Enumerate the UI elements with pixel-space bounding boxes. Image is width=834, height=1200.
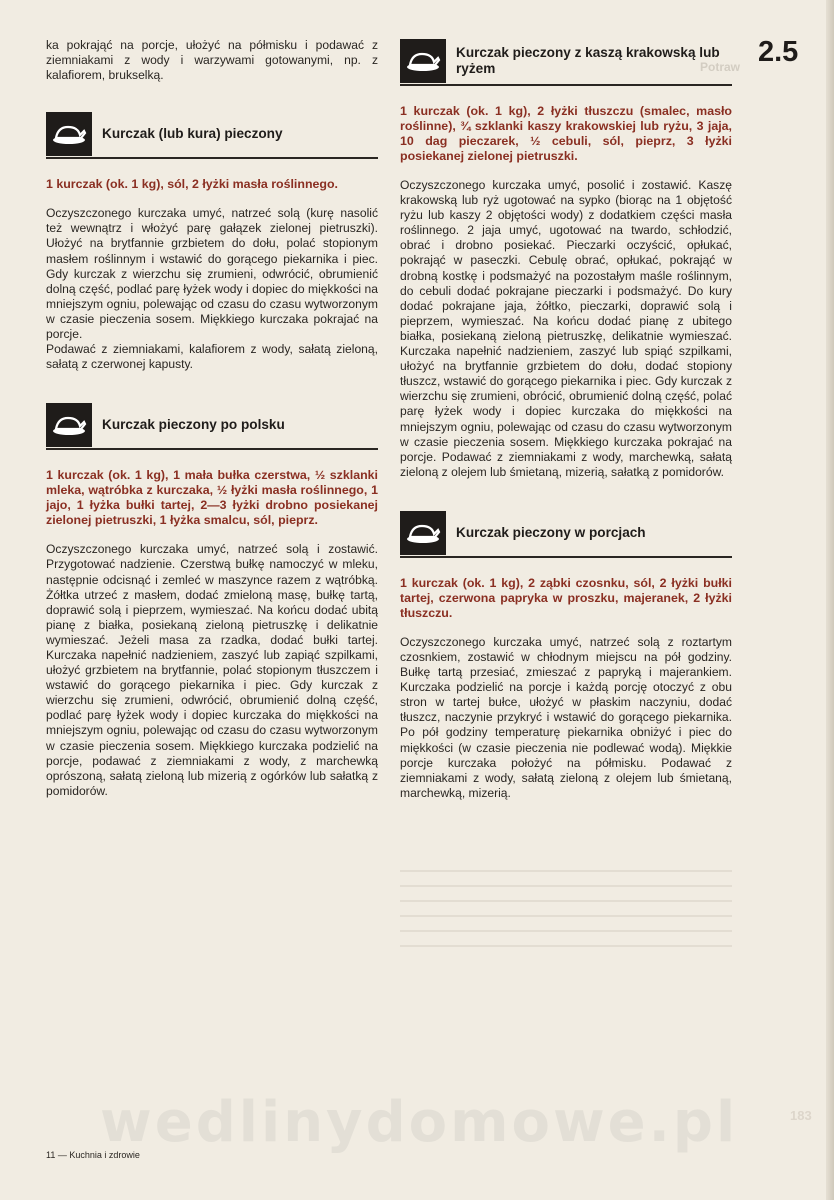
roast-chicken-icon — [400, 511, 446, 555]
ingredients: 1 kurczak (ok. 1 kg), 2 łyżki tłuszczu (smalec, masło roślinne), ¾ szklanki kaszy krakowskiej lub ryżu, 3 jaja, 10 dag pieczarek, ½ cebuli, sól, pieprz, 3 łyżki posiekanej zielonej pietruszki. — [400, 104, 732, 163]
recipe-title: Kurczak pieczony po polsku — [102, 417, 285, 433]
instructions: Oczyszczonego kurczaka umyć, natrzeć solą (kurę nasolić też wewnątrz i włożyć parę gałązek zielonej pietruszki). Ułożyć na brytfannie grzbietem do dołu, polać stopionym masłem roślinnym i wstawić do gorącego piekarnika i piec. Gdy kurczak z wierzchu się zrumieni, odwrócić, obrumienić dolną część, podlać parę łyżek wody i dopiec do miękkości na mniejszym ogniu, polewając od czasu do czasu wytworzonym w czasie pieczenia sosem. Miękkiego kurczaka pokrajać na porcje. — [46, 206, 378, 342]
recipe-header — [400, 38, 732, 86]
instructions: Oczyszczonego kurczaka umyć, natrzeć solą z roztartym czosnkiem, zostawić w chłodnym miejscu na pół godziny. Bułkę tartą przesiać, zmieszać z papryką i majerankiem. Kurczaka podzielić na porcje i każdą porcję otoczyć z obu stron w tartej bułce, ułożyć w płaskim naczyniu, dodać tłuszcz, naczynie przykryć i wstawić do gorącego piekarnika. Po pół godziny temperaturę piekarnika obniżyć i piec do miękkości (w czasie pieczenia nie podlewać wodą). Miękkie porcje kurczaka położyć na półmisku. Podawać z ziemniakami z wody, sałatą zieloną z olejem lub śmietaną, marchewką, mizerią. — [400, 634, 732, 800]
right-column — [400, 38, 732, 831]
recipe-header — [46, 111, 378, 159]
ingredients: 1 kurczak (ok. 1 kg), 2 ząbki czosnku, sól, 2 łyżki bułki tartej, czerwona papryka w proszku, majeranek, 2 łyżki tłuszczu. — [400, 575, 732, 620]
roast-chicken-icon — [46, 403, 92, 447]
recipe-chicken-with-groats — [400, 38, 732, 480]
recipe-title: Kurczak pieczony w porcjach — [456, 524, 646, 540]
section-number: 2.5 — [758, 36, 799, 68]
instructions: Oczyszczonego kurczaka umyć, natrzeć solą i zostawić. Przygotować nadzienie. Czerstwą bułkę namoczyć w mleku, następnie odcisnąć i zemleć w maszynce razem z wątróbką. Żółtka utrzeć z masłem, dodać zmieloną masę, bułkę tartą, doprawić solą i pieprzem, wymieszać. Na końcu dodać ubitą pianę z białka, posiekaną zieloną pietruszkę i delikatnie wymieszać. Jeżeli masa za rzadka, dodać bułki tartej. Kurczaka napełnić nadzieniem, zaszyć lub zapiąć szpilkami, ułożyć grzbietem na brytfannie, polać stopionym tłuszczem i wstawić do gorącego piekarnika i piec. Gdy kurczak z wierzchu się zrumieni, odwrócić, obrumienić dolną część, podlać parę łyżek wody i dopiec kurczaka do miękkości na mniejszym ogniu, polewając od czasu do czasu wytworzonym w czasie pieczenia sosem. Miękkiego kurczaka podzielić na porcje, podawać z ziemniakami z wody, z marchewką oprószoną, sałatą zieloną lub mizerią z ogórków lub sałatką z pomidorów. — [46, 542, 378, 798]
recipe-title: Kurczak pieczony z kaszą krakowską lub ryżem — [456, 45, 720, 76]
watermark: wedlinydomowe.pl — [100, 1090, 739, 1155]
continued-text: ka pokrająć na porcje, ułożyć na półmisku i podawać z ziemniakami z wody i warzywami gotowanymi, np. z kalafiorem, brukselką. — [46, 38, 378, 83]
serving: Podawać z ziemniakami, kalafiorem z wody, sałatą zieloną, sałatą z czerwonej kapusty. — [46, 342, 378, 372]
bleed-through-lines — [400, 870, 732, 960]
page-edge — [826, 0, 834, 1200]
recipe-polish-roast-chicken — [46, 402, 378, 799]
bleed-through-header: Potraw — [700, 60, 741, 74]
roast-chicken-icon — [400, 39, 446, 83]
recipe-title: Kurczak (lub kura) pieczony — [102, 126, 283, 142]
page-footer: 11 — Kuchnia i zdrowie — [46, 1150, 140, 1160]
ingredients: 1 kurczak (ok. 1 kg), 1 mała bułka czerstwa, ½ szklanki mleka, wątróbka z kurczaka, ½ łyżki masła roślinnego, 1 jajo, 1 łyżka bułki tartej, 2—3 łyżki drobno posiekanej zielonej pietruszki, 1 łyżka smalcu, sól, pieprz. — [46, 468, 378, 528]
recipe-roast-chicken — [46, 111, 378, 372]
recipe-header — [400, 510, 732, 558]
ingredients: 1 kurczak (ok. 1 kg), sól, 2 łyżki masła roślinnego. — [46, 177, 338, 192]
left-column — [46, 38, 378, 829]
roast-chicken-icon — [46, 112, 92, 156]
recipe-header — [46, 402, 378, 450]
page-number: 183 — [790, 1108, 812, 1123]
instructions: Oczyszczonego kurczaka umyć, posolić i zostawić. Kaszę krakowską lub ryż ugotować na sypko (biorąc na 1 objętość ryżu lub kaszy 2 objętości wody) z dodatkiem części masła roślinnego. 2 jaja umyć, ugotować na twardo, schłodzić, obrać i drobno posiekać. Pieczarki oczyścić, opłukać, pokrająć w paseczki. Cebulę obrać, opłukać, pokrająć w drobną kostkę i podsmażyć na pozostałym maśle roślinnym, do cebuli dodać pokrajane pieczarki i podsmażyć. Do kury dodać pokrajane jaja, żółtko, pieczarki, doprawić solą i pieprzem, wymieszać. Na końcu dodać pianę z ubitego białka, posiekaną zieloną pietruszkę, delikatnie wymieszać. Kurczaka napełnić nadzieniem, zaszyć lub spiąć szpilkami, ułożyć na brytfannie grzbietem do dołu, dodać stopiony tłuszcz, wstawić do gorącego piekarnika i piec. Gdy kurczak z wierzchu się zrumieni, obrócić, obrumienić dolną część, polać parę łyżek wody i dopiec kurczaka do miękkości na mniejszym ogniu, polewając od czasu do czasu wytworzonym w czasie pieczenia sosem. Miękkiego kurczaka pokrajać na porcje. Podawać z ziemniakami z wody, marchewką, sałatą zieloną z olejem lub śmietaną, mizerią, sałatką z pomidorów. — [400, 178, 732, 479]
recipe-chicken-in-portions — [400, 510, 732, 801]
